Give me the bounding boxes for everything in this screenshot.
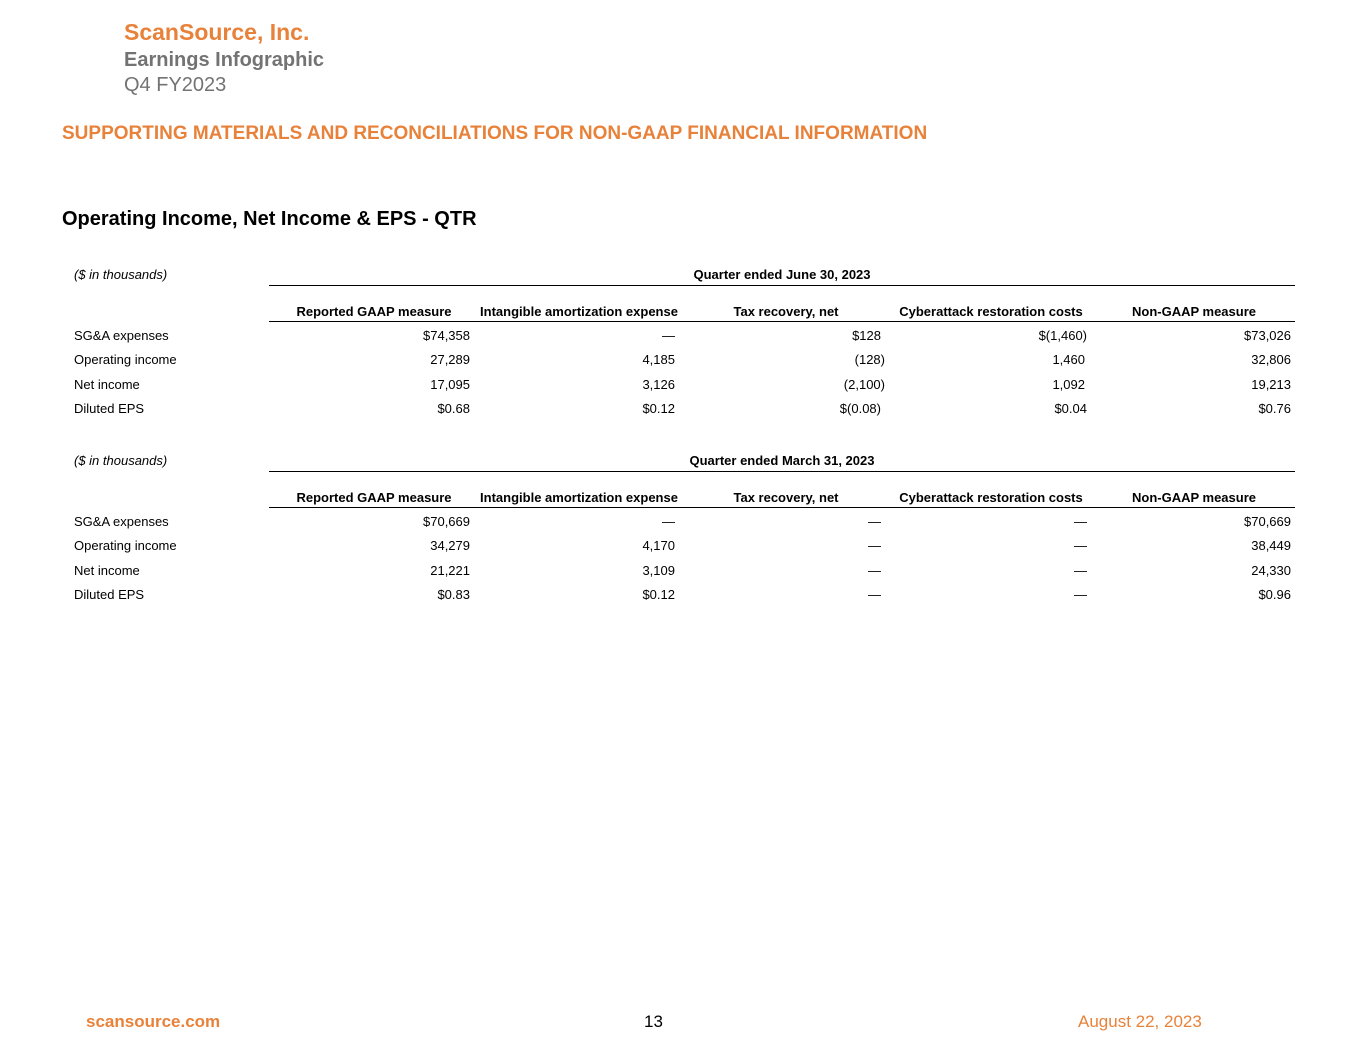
fiscal-period: Q4 FY2023 bbox=[124, 74, 227, 96]
cell-tax-recovery: — bbox=[868, 514, 881, 529]
reconciliation-table-march-2023 bbox=[62, 453, 1295, 621]
row-label: Diluted EPS bbox=[74, 587, 145, 602]
row-label: Net income bbox=[74, 563, 140, 578]
cell-cyberattack-costs: $0.04 bbox=[1054, 401, 1087, 416]
cell-reported-gaap: 34,279 bbox=[430, 538, 470, 553]
units-note: ($ in thousands) bbox=[74, 267, 168, 282]
cell-reported-gaap: $70,669 bbox=[423, 514, 470, 529]
cell-reported-gaap: $74,358 bbox=[423, 328, 470, 343]
cell-intangible-amortization: 4,170 bbox=[642, 538, 675, 553]
reconciliation-table-june-2023 bbox=[62, 267, 1295, 435]
column-header-intangible-amortization: Intangible amortization expense bbox=[480, 304, 678, 319]
column-header-cyberattack-costs: Cyberattack restoration costs bbox=[899, 304, 1083, 319]
quarter-title: Quarter ended March 31, 2023 bbox=[689, 453, 875, 468]
table-row-operating-income bbox=[62, 536, 1295, 556]
row-label: Operating income bbox=[74, 538, 177, 553]
row-label: Operating income bbox=[74, 352, 177, 367]
cell-tax-recovery: (2,100) bbox=[843, 377, 885, 392]
row-label: SG&A expenses bbox=[74, 514, 169, 529]
cell-tax-recovery: $128 bbox=[852, 328, 881, 343]
cell-intangible-amortization: 3,126 bbox=[642, 377, 675, 392]
header-divider bbox=[269, 285, 1295, 286]
row-label: Net income bbox=[74, 377, 140, 392]
table-row-diluted-eps bbox=[62, 399, 1295, 419]
cell-non-gaap: $0.76 bbox=[1258, 401, 1291, 416]
footer-date: August 22, 2023 bbox=[1078, 1012, 1202, 1031]
cell-non-gaap: $0.96 bbox=[1258, 587, 1291, 602]
table-row-sga-expenses bbox=[62, 326, 1295, 346]
table-row-operating-income bbox=[62, 350, 1295, 370]
column-header-tax-recovery: Tax recovery, net bbox=[733, 304, 839, 319]
cell-non-gaap: 24,330 bbox=[1251, 563, 1291, 578]
cell-non-gaap: $70,669 bbox=[1244, 514, 1291, 529]
cell-intangible-amortization: — bbox=[662, 328, 675, 343]
cell-intangible-amortization: — bbox=[662, 514, 675, 529]
cell-intangible-amortization: 3,109 bbox=[642, 563, 675, 578]
footer-website-link[interactable]: scansource.com bbox=[86, 1012, 221, 1031]
cell-reported-gaap: 17,095 bbox=[430, 377, 470, 392]
table-row-net-income bbox=[62, 375, 1295, 395]
cell-reported-gaap: $0.83 bbox=[437, 587, 470, 602]
table-title: Operating Income, Net Income & EPS - QTR bbox=[62, 208, 477, 230]
cell-reported-gaap: 27,289 bbox=[430, 352, 470, 367]
company-name: ScanSource, Inc. bbox=[124, 19, 310, 45]
cell-cyberattack-costs: 1,092 bbox=[1052, 377, 1085, 392]
cell-intangible-amortization: $0.12 bbox=[642, 587, 675, 602]
column-header-tax-recovery: Tax recovery, net bbox=[733, 490, 839, 505]
cell-reported-gaap: $0.68 bbox=[437, 401, 470, 416]
cell-intangible-amortization: 4,185 bbox=[642, 352, 675, 367]
cell-tax-recovery: $(0.08) bbox=[839, 401, 881, 416]
column-header-cyberattack-costs: Cyberattack restoration costs bbox=[899, 490, 1083, 505]
quarter-title: Quarter ended June 30, 2023 bbox=[693, 267, 871, 282]
cell-non-gaap: 19,213 bbox=[1251, 377, 1291, 392]
cell-cyberattack-costs: — bbox=[1074, 587, 1087, 602]
column-header-reported-gaap: Reported GAAP measure bbox=[296, 490, 452, 505]
page-number: 13 bbox=[644, 1012, 663, 1031]
cell-intangible-amortization: $0.12 bbox=[642, 401, 675, 416]
document-subtitle: Earnings Infographic bbox=[124, 49, 325, 71]
cell-tax-recovery: (128) bbox=[854, 352, 885, 367]
cell-cyberattack-costs: — bbox=[1074, 538, 1087, 553]
section-heading: SUPPORTING MATERIALS AND RECONCILIATIONS FOR NON-GAAP FINANCIAL INFORMATION bbox=[62, 123, 928, 144]
cell-non-gaap: 38,449 bbox=[1251, 538, 1291, 553]
header-divider bbox=[269, 321, 1295, 322]
table-row-diluted-eps bbox=[62, 585, 1295, 605]
column-header-non-gaap: Non-GAAP measure bbox=[1131, 490, 1256, 505]
cell-cyberattack-costs: 1,460 bbox=[1052, 352, 1085, 367]
cell-non-gaap: 32,806 bbox=[1251, 352, 1291, 367]
units-note: ($ in thousands) bbox=[74, 453, 168, 468]
row-label: SG&A expenses bbox=[74, 328, 169, 343]
cell-cyberattack-costs: — bbox=[1074, 514, 1087, 529]
cell-reported-gaap: 21,221 bbox=[430, 563, 470, 578]
cell-cyberattack-costs: — bbox=[1074, 563, 1087, 578]
cell-tax-recovery: — bbox=[868, 563, 881, 578]
header-divider bbox=[269, 471, 1295, 472]
column-header-intangible-amortization: Intangible amortization expense bbox=[480, 490, 678, 505]
column-header-reported-gaap: Reported GAAP measure bbox=[296, 304, 452, 319]
header-divider bbox=[269, 507, 1295, 508]
cell-non-gaap: $73,026 bbox=[1244, 328, 1291, 343]
column-header-non-gaap: Non-GAAP measure bbox=[1131, 304, 1256, 319]
cell-tax-recovery: — bbox=[868, 587, 881, 602]
table-row-sga-expenses bbox=[62, 512, 1295, 532]
table-row-net-income bbox=[62, 561, 1295, 581]
cell-cyberattack-costs: $(1,460) bbox=[1038, 328, 1087, 343]
cell-tax-recovery: — bbox=[868, 538, 881, 553]
row-label: Diluted EPS bbox=[74, 401, 145, 416]
